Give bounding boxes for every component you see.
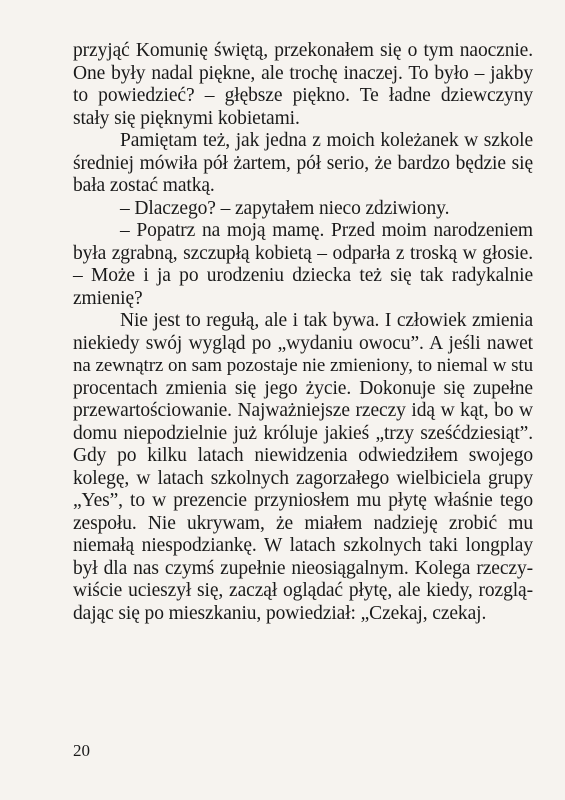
page-number: 20 xyxy=(73,741,90,760)
text-line: – Popatrz na moją mamę. Przed moim narodzeniem xyxy=(120,220,533,241)
text-line: kolegę, w latach szkolnych zagorzałego wielbiciela grupy xyxy=(73,467,533,489)
text-line: średniej mówiła pół żartem, pół serio, że bardzo będzie się xyxy=(73,152,533,174)
text-line: – Może i ja po urodzeniu dziecka też się tak radykalnie xyxy=(73,265,533,286)
text-line: zmienię? xyxy=(73,287,143,309)
paragraph xyxy=(73,310,533,625)
text-line: procentach zmienia się jego życie. Dokonuje się zupełne xyxy=(73,377,533,399)
text-line: One były nadal piękne, ale trochę inaczej. To było – jakby xyxy=(73,62,533,84)
text-line: to powiedzieć? – głębsze piękno. Te ładne dziewczyny xyxy=(73,85,533,106)
text-line: – Dlaczego? – zapytałem nieco zdziwiony. xyxy=(120,197,450,219)
body-text xyxy=(73,40,533,625)
text-line: domu niepodzielnie już króluje jakieś „trzy sześćdziesiąt”. xyxy=(73,422,533,444)
text-line: Gdy po kilku latach niewidzenia odwiedziłem swojego xyxy=(73,445,533,466)
paragraph xyxy=(73,198,533,221)
paragraph xyxy=(73,40,533,130)
text-line: dając się po mieszkaniu, powiedział: „Czekaj, czekaj. xyxy=(73,602,487,624)
paragraph xyxy=(73,220,533,310)
text-line: „Yes”, to w prezencie przyniosłem mu płytę właśnie tego xyxy=(73,490,533,511)
text-line: przewartościowanie. Najważniejsze rzeczy idą w kąt, bo w xyxy=(73,400,533,421)
text-line: był dla nas czymś zupełnie nieosiągalnym. Kolega rzeczy- xyxy=(73,557,533,579)
text-line: na zewnątrz on sam pozostaje nie zmieniony, to niemal w stu xyxy=(73,355,533,376)
text-line: Pamiętam też, jak jedna z moich koleżanek w szkole xyxy=(120,130,533,151)
paragraph xyxy=(73,130,533,198)
text-line: Nie jest to regułą, ale i tak bywa. I człowiek zmienia xyxy=(120,310,533,331)
text-line: wiście ucieszył się, zaczął oglądać płytę, ale kiedy, rozglą- xyxy=(73,580,533,601)
text-line: zespołu. Nie ukrywam, że miałem nadzieję zrobić mu xyxy=(73,512,533,534)
text-line: niemałą niespodziankę. W latach szkolnych taki longplay xyxy=(73,535,533,556)
text-line: stały się pięknymi kobietami. xyxy=(73,107,300,129)
text-line: niekiedy swój wygląd po „wydaniu owocu”. A jeśli nawet xyxy=(73,332,533,354)
text-line: przyjąć Komunię świętą, przekonałem się o tym naocznie. xyxy=(73,40,533,61)
text-line: bała zostać matką. xyxy=(73,175,215,196)
text-line: była zgrabną, szczupłą kobietą – odparła z troską w głosie. xyxy=(73,242,533,264)
